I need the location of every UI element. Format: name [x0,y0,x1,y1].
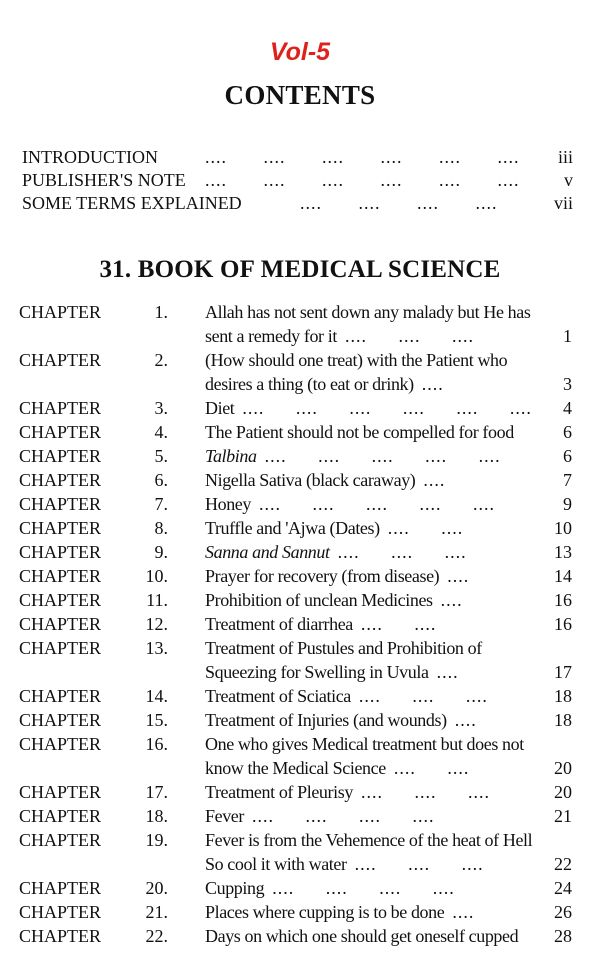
leader-dots: .... [440,590,463,610]
chapter-title-text: Allah has not sent down any malady but He has [205,302,531,322]
chapter-title-line [205,924,572,948]
chapter-title-line [205,324,572,348]
chapter-row [0,732,600,780]
chapter-page-number: 20 [554,782,572,802]
chapter-title-line [205,756,572,780]
chapter-label: CHAPTER [19,638,102,658]
chapter-page-number: 1 [563,326,572,346]
front-matter-item [0,192,600,215]
leader-dots: .... [423,470,446,490]
leader-dots: .... .... .... .... .... .... [205,170,520,190]
chapter-title-text: Squeezing for Swelling in Uvula [205,662,429,682]
chapter-title [205,732,572,780]
leader-dots: .... .... .... .... [251,806,435,826]
leader-dots: .... .... .... .... .... [259,494,495,514]
chapter-title [205,444,572,468]
chapter-title-line [205,660,572,684]
chapter-title-text: desires a thing (to eat or drink) [205,374,414,394]
chapter-number: 1. [154,302,168,322]
chapter-title [205,924,572,948]
chapter-row [0,564,600,588]
chapter-label: CHAPTER [19,566,102,586]
chapter-label: CHAPTER [19,710,102,730]
chapter-title-line [205,420,572,444]
chapter-title-line [205,876,572,900]
chapter-title-line [205,564,572,588]
chapter-page-number: 3 [563,374,572,394]
leader-dots: .... .... .... .... .... .... [205,147,520,167]
chapter-label: CHAPTER [19,614,102,634]
chapter-row [0,588,600,612]
chapter-number: 12. [145,614,168,634]
chapter-row [0,468,600,492]
chapter-title-text: Nigella Sativa (black caraway) [205,470,416,490]
chapter-page-number: 16 [554,614,572,634]
chapter-label: CHAPTER [19,518,102,538]
chapter-title-text: Treatment of Injuries (and wounds) [205,710,447,730]
chapter-title [205,348,572,396]
leader-dots: .... [436,662,459,682]
chapter-title [205,468,572,492]
chapter-title-line [205,492,572,516]
front-matter-item [0,169,600,192]
front-matter-item [0,146,600,169]
page-title: CONTENTS [224,80,376,110]
chapter-page-number: 22 [554,854,572,874]
chapter-label: CHAPTER [19,806,102,826]
chapter-page-number: 10 [554,518,572,538]
chapter-title [205,540,572,564]
chapter-label: CHAPTER [19,350,102,370]
chapter-title-line [205,732,572,756]
chapter-page-number: 21 [554,806,572,826]
chapter-label: CHAPTER [19,686,102,706]
chapter-title-text: Treatment of Pleurisy [205,782,353,802]
chapter-title-text: The Patient should not be compelled for food [205,422,514,442]
chapter-title [205,876,572,900]
front-matter-page: vii [553,193,573,213]
chapter-title [205,900,572,924]
leader-dots: .... [454,710,477,730]
chapter-page-number: 20 [554,758,572,778]
chapter-number: 19. [145,830,168,850]
chapter-title-line [205,684,572,708]
leader-dots: .... .... .... .... .... .... [242,398,532,418]
chapter-row [0,540,600,564]
chapter-title [205,516,572,540]
chapter-number: 8. [154,518,168,538]
chapter-label: CHAPTER [19,590,102,610]
chapter-page-number: 16 [554,590,572,610]
chapter-label: CHAPTER [19,494,102,514]
front-matter-title: PUBLISHER'S NOTE [22,170,186,190]
chapter-row [0,396,600,420]
chapter-number: 2. [154,350,168,370]
chapter-row [0,708,600,732]
leader-dots: .... [452,902,475,922]
chapter-title [205,492,572,516]
chapter-row [0,492,600,516]
volume-label: Vol-5 [269,38,331,66]
chapter-title-text: Diet [205,398,235,418]
leader-dots: .... .... .... .... [300,193,498,213]
chapter-row [0,612,600,636]
chapter-title-line [205,900,572,924]
chapter-title-line [205,300,572,324]
chapter-label: CHAPTER [19,734,102,754]
chapter-page-number: 18 [554,710,572,730]
chapter-title [205,828,572,876]
chapter-number: 10. [145,566,168,586]
leader-dots: .... .... [393,758,470,778]
chapter-label: CHAPTER [19,878,102,898]
chapter-row [0,444,600,468]
chapter-label: CHAPTER [19,926,102,946]
chapter-number: 16. [145,734,168,754]
chapter-title-line [205,396,572,420]
leader-dots: .... .... .... [344,326,474,346]
chapter-row [0,684,600,708]
chapter-title-text: Prayer for recovery (from disease) [205,566,440,586]
chapter-number: 5. [154,446,168,466]
chapter-label: CHAPTER [19,830,102,850]
chapter-row [0,516,600,540]
leader-dots: .... .... .... .... .... [264,446,501,466]
chapter-title-text: Places where cupping is to be done [205,902,445,922]
chapter-title-text: Cupping [205,878,265,898]
chapter-label: CHAPTER [19,470,102,490]
leader-dots: .... .... .... [354,854,484,874]
chapter-page-number: 24 [554,878,572,898]
chapter-title-text: Fever [205,806,244,826]
chapter-number: 21. [145,902,168,922]
chapter-title-line [205,780,572,804]
chapter-number: 3. [154,398,168,418]
chapter-number: 15. [145,710,168,730]
chapter-row [0,348,600,396]
chapter-page-number: 6 [563,446,572,466]
chapter-title [205,612,572,636]
chapter-title-line [205,804,572,828]
chapter-label: CHAPTER [19,782,102,802]
chapter-page-number: 13 [554,542,572,562]
chapter-title-text: So cool it with water [205,854,347,874]
chapter-row [0,900,600,924]
chapter-title [205,396,572,420]
chapter-title-line [205,444,572,468]
chapter-title-line [205,852,572,876]
front-matter-title: INTRODUCTION [22,147,158,167]
leader-dots: .... [421,374,444,394]
chapter-title-line [205,468,572,492]
chapter-title [205,684,572,708]
chapter-label: CHAPTER [19,302,102,322]
chapter-page-number: 7 [563,470,572,490]
chapter-label: CHAPTER [19,446,102,466]
chapter-row [0,780,600,804]
leader-dots: .... .... .... [360,782,490,802]
chapter-title-line [205,828,572,852]
chapter-title-text: One who gives Medical treatment but does not [205,734,524,754]
chapter-title-text: Treatment of Pustules and Prohibition of [205,638,482,658]
chapter-row [0,636,600,684]
chapter-title-line [205,540,572,564]
leader-dots: .... [447,566,470,586]
leader-dots: .... .... .... [337,542,467,562]
chapter-title-line [205,588,572,612]
chapter-title-text: sent a remedy for it [205,326,337,346]
chapter-page-number: 4 [563,398,572,418]
chapter-title [205,708,572,732]
chapter-number: 14. [145,686,168,706]
chapter-title [205,780,572,804]
chapter-page-number: 9 [563,494,572,514]
chapter-page-number: 14 [554,566,572,586]
chapter-title-text: Treatment of diarrhea [205,614,353,634]
chapter-label: CHAPTER [19,398,102,418]
chapter-title [205,804,572,828]
chapter-list [0,300,600,948]
chapter-number: 22. [145,926,168,946]
book-title: 31. BOOK OF MEDICAL SCIENCE [99,256,501,283]
chapter-label: CHAPTER [19,902,102,922]
chapter-title-line [205,612,572,636]
chapter-label: CHAPTER [19,422,102,442]
leader-dots: .... .... .... [358,686,488,706]
chapter-number: 7. [154,494,168,514]
chapter-title-text: know the Medical Science [205,758,386,778]
leader-dots: .... .... .... .... [272,878,455,898]
chapter-title [205,636,572,684]
chapter-page-number: 18 [554,686,572,706]
chapter-title-line [205,348,572,372]
chapter-title-line [205,516,572,540]
chapter-row [0,828,600,876]
chapter-number: 4. [154,422,168,442]
chapter-title [205,300,572,348]
chapter-row [0,876,600,900]
chapter-page-number: 28 [554,926,572,946]
chapter-title-text: Sanna and Sannut [205,542,330,562]
chapter-title-line [205,372,572,396]
chapter-title-text: Treatment of Sciatica [205,686,351,706]
leader-dots: .... .... [360,614,437,634]
front-matter-list [0,146,600,215]
leader-dots: .... .... [387,518,464,538]
chapter-page-number: 6 [563,422,572,442]
chapter-number: 13. [145,638,168,658]
chapter-title-text: (How should one treat) with the Patient who [205,350,508,370]
chapter-title-text: Fever is from the Vehemence of the heat of Hell [205,830,533,850]
chapter-number: 6. [154,470,168,490]
chapter-number: 18. [145,806,168,826]
chapter-row [0,300,600,348]
chapter-number: 11. [146,590,168,610]
chapter-row [0,804,600,828]
chapter-title-text: Talbina [205,446,257,466]
chapter-page-number: 17 [554,662,572,682]
chapter-row [0,924,600,948]
front-matter-title: SOME TERMS EXPLAINED [22,193,242,213]
chapter-title-line [205,636,572,660]
chapter-number: 17. [145,782,168,802]
chapter-title-text: Prohibition of unclean Medicines [205,590,433,610]
chapter-page-number: 26 [554,902,572,922]
chapter-title-text: Days on which one should get oneself cupped [205,926,519,946]
chapter-number: 20. [145,878,168,898]
chapter-row [0,420,600,444]
chapter-label: CHAPTER [19,542,102,562]
chapter-number: 9. [154,542,168,562]
chapter-title-text: Truffle and 'Ajwa (Dates) [205,518,380,538]
chapter-title [205,564,572,588]
chapter-title-line [205,708,572,732]
front-matter-page: iii [557,147,573,167]
chapter-title-text: Honey [205,494,251,514]
chapter-title [205,420,572,444]
front-matter-page: v [564,170,573,190]
chapter-title [205,588,572,612]
